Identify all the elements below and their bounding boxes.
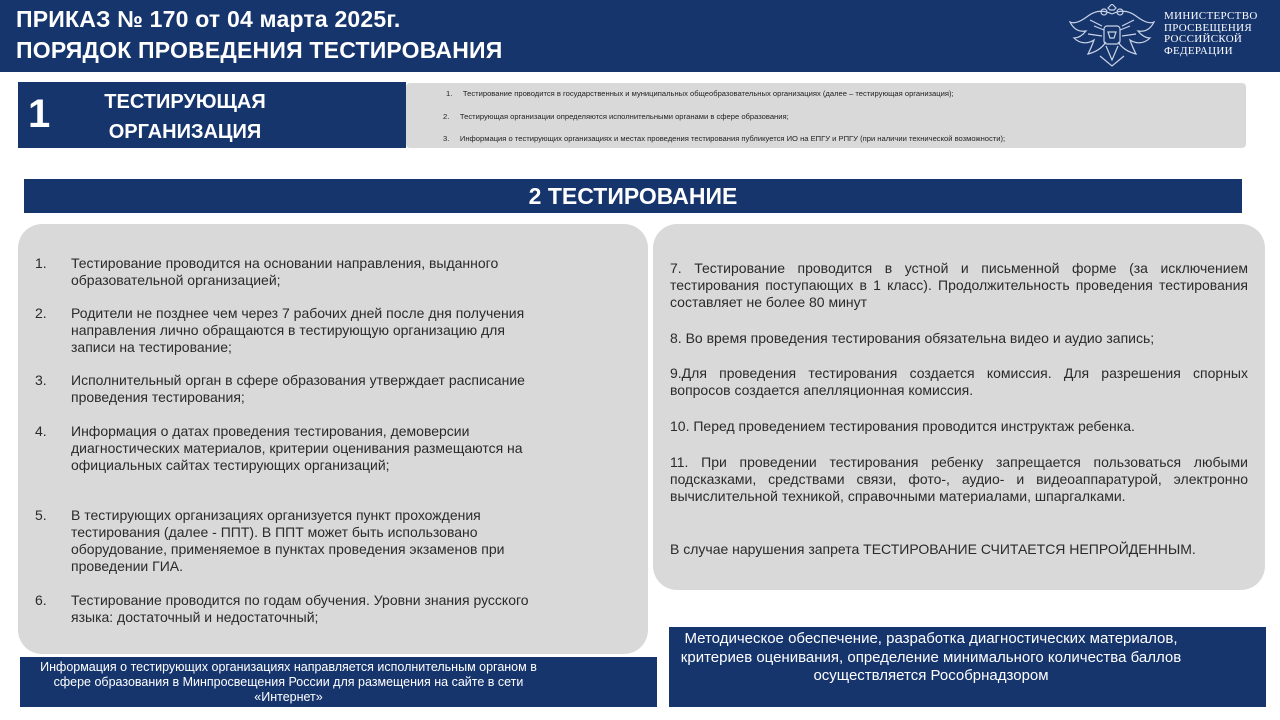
- rule-item: 11. При проведении тестирования ребенку запрещается пользоваться любыми подсказками, средствами связи, фото-, аудио- и видеоаппаратурой, электронно вычислительной техникой, справочными материалами, шпаргалками.: [670, 454, 1248, 504]
- item-text: Информация о тестирующих организациях и местах проведения тестирования публикуется ИО на ЕПГУ и РПГУ (при наличии технической возможности);: [459, 134, 1006, 143]
- item-number: 2.: [443, 112, 450, 121]
- item-text: В тестирующих организациях организуется пункт прохождения тестирования (далее - ППТ). В ППТ может быть использовано оборудование, применяемое в пунктах проведения экзаменов при проведении ГИА.: [71, 507, 505, 574]
- item-text: Информация о датах проведения тестирования, демоверсии диагностических материалов, критерии оценивания размещаются на официальных сайтах тестирующих организаций;: [71, 423, 523, 473]
- item-number: 6.: [35, 592, 47, 608]
- ministry-name-line: РОССИЙСКОЙ: [1164, 33, 1243, 46]
- item-number: 3.: [443, 134, 450, 143]
- item-text: Исполнительный орган в сфере образования утверждает расписание проведения тестирования;: [71, 372, 525, 405]
- item-text: Тестирование проводится по годам обучения. Уровни знания русского языка: достаточный и недостаточный;: [71, 592, 529, 625]
- page-title-line-1: ПРИКАЗ № 170 от 04 марта 2025г.: [16, 6, 401, 32]
- item-text: Тестирование проводится в государственных и муниципальных общеобразовательных организациях (далее – тестирующая организация);: [462, 89, 954, 98]
- rule-item: В случае нарушения запрета ТЕСТИРОВАНИЕ СЧИТАЕТСЯ НЕПРОЙДЕННЫМ.: [670, 541, 1196, 557]
- item-number: 2.: [35, 305, 47, 321]
- left-rules-panel: [18, 224, 648, 654]
- section2-title: 2 ТЕСТИРОВАНИЕ: [24, 179, 1242, 213]
- ministry-name-line: ФЕДЕРАЦИИ: [1164, 44, 1233, 57]
- item-number: 4.: [35, 423, 47, 439]
- item-number: 1.: [35, 255, 47, 271]
- section1-title: ТЕСТИРУЮЩАЯ ОРГАНИЗАЦИЯ: [104, 91, 266, 143]
- item-number: 1.: [446, 89, 453, 98]
- ministry-name-line: ПРОСВЕЩЕНИЯ: [1164, 21, 1253, 34]
- footer-rosobrnadzor-text: Методическое обеспечение, разработка диагностических материалов, критериев оценивания, определение минимального количества баллов осуществляется Рособрнадзором: [680, 630, 1182, 684]
- section1-item-1: [446, 89, 954, 98]
- section1-number: 1: [28, 92, 51, 136]
- item-number: 5.: [35, 507, 47, 523]
- rule-item: 9.Для проведения тестирования создается комиссия. Для разрешения спорных вопросов создается апелляционная комиссия.: [670, 365, 1248, 398]
- item-text: Тестирование проводится на основании направления, выданного образовательной организацией;: [71, 255, 499, 288]
- rule-item: 10. Перед проведением тестирования проводится инструктаж ребенка.: [670, 418, 1135, 434]
- section1-item-3: [443, 134, 1005, 143]
- section1-item-2: [443, 112, 789, 121]
- item-number: 3.: [35, 372, 47, 388]
- footer-info-text: Информация о тестирующих организациях направляется исполнительным органом в сфере образования в Минпросвещения России для размещения на сайте в сети «Интернет»: [40, 660, 537, 704]
- rule-item: 8. Во время проведения тестирования обязательна видео и аудио запись;: [670, 330, 1155, 346]
- item-text: Родители не позднее чем через 7 рабочих дней после дня получения направления лично обращаются в тестирующую организацию для записи на тестирование;: [71, 305, 525, 355]
- ministry-name: [1164, 11, 1258, 57]
- ministry-name-line: МИНИСТЕРСТВО: [1164, 10, 1258, 22]
- page-title-line-2: ПОРЯДОК ПРОВЕДЕНИЯ ТЕСТИРОВАНИЯ: [16, 37, 503, 63]
- rule-item: 7. Тестирование проводится в устной и письменной форме (за исключением тестирования поступающих в 1 класс). Продолжительность проведения тестирования составляет не более 80 минут: [670, 260, 1248, 310]
- ministry-emblem-icon: [1068, 4, 1156, 70]
- right-rules-panel: [653, 224, 1265, 590]
- item-text: Тестирующая организации определяются исполнительными органами в сфере образования;: [459, 112, 789, 121]
